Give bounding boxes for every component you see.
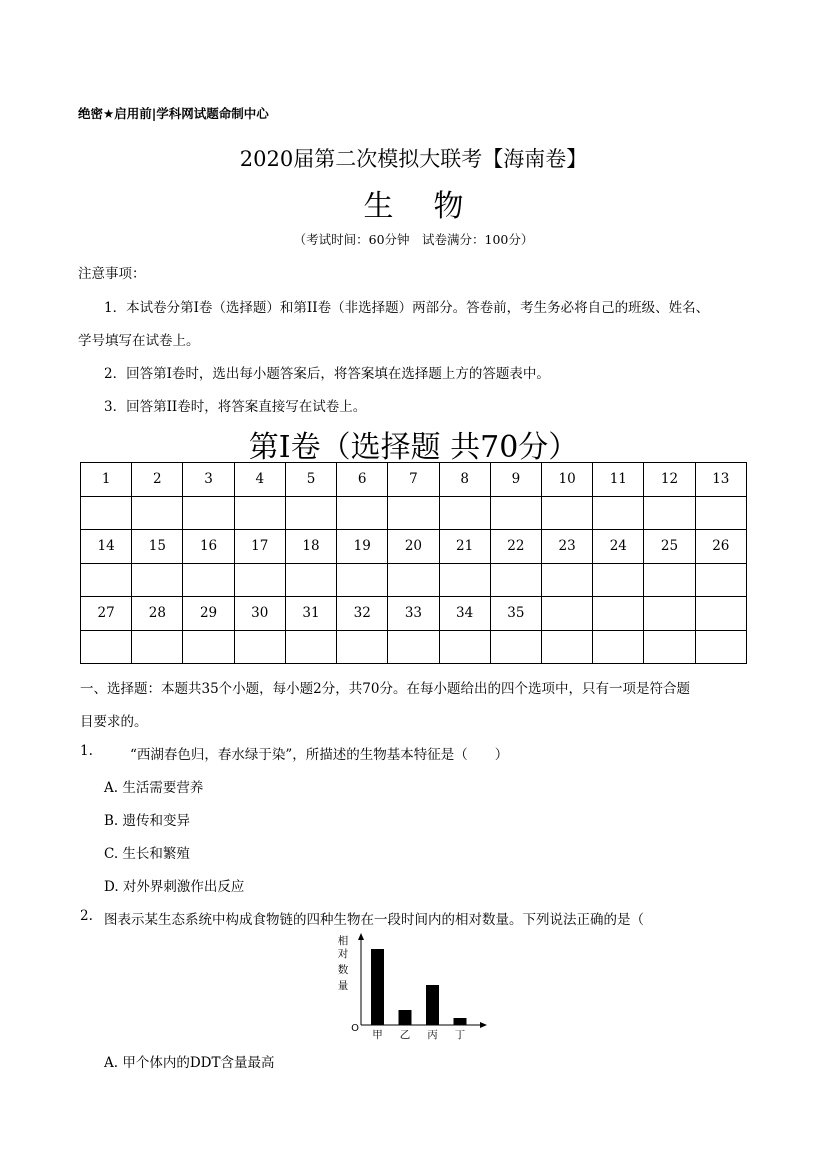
number-cell: 23 <box>541 530 592 564</box>
answer-cell[interactable] <box>490 630 541 664</box>
answer-cell[interactable] <box>81 563 132 597</box>
answer-cell[interactable] <box>490 496 541 530</box>
section-title: 第I卷（选择题 共70分） <box>248 430 579 465</box>
table-row <box>81 463 747 497</box>
option-c: C. 生长和繁殖 <box>104 846 190 862</box>
bar-3 <box>426 985 439 1025</box>
answer-cell[interactable] <box>541 563 592 597</box>
section-instruction: 一、选择题：本题共35个小题，每小题2分，共70分。在每小题给出的四个选项中，只有一项是符合题 <box>80 681 690 697</box>
answer-cell[interactable] <box>132 496 183 530</box>
table-row <box>81 597 747 631</box>
number-cell: 10 <box>541 463 592 497</box>
answer-cell[interactable] <box>132 563 183 597</box>
y-axis-label-char: 量 <box>337 980 349 992</box>
option-a: A. 生活需要营养 <box>104 780 204 796</box>
answer-cell[interactable] <box>593 496 644 530</box>
answer-cell[interactable] <box>644 496 695 530</box>
subject-title: 生物 <box>363 189 504 224</box>
number-cell: 20 <box>388 530 439 564</box>
number-cell <box>644 597 695 631</box>
number-cell: 15 <box>132 530 183 564</box>
table-row <box>81 530 747 564</box>
y-axis-label-char: 对 <box>337 948 349 960</box>
note-item: 2．回答第I卷时，选出每小题答案后，将答案填在选择题上方的答题表中。 <box>104 366 550 382</box>
y-axis-arrow <box>358 933 364 940</box>
number-cell <box>695 597 746 631</box>
answer-cell[interactable] <box>132 630 183 664</box>
number-cell: 31 <box>285 597 336 631</box>
answer-cell[interactable] <box>388 563 439 597</box>
number-cell: 33 <box>388 597 439 631</box>
number-cell <box>541 597 592 631</box>
exam-title: 2020届第二次模拟大联考【海南卷】 <box>239 147 588 171</box>
x-tick-label: 乙 <box>399 1029 411 1041</box>
note-item: 1．本试卷分第I卷（选择题）和第II卷（非选择题）两部分。答卷前，考生务必将自己的班级、姓名、 <box>104 300 710 316</box>
number-cell: 12 <box>644 463 695 497</box>
answer-cell[interactable] <box>234 563 285 597</box>
answer-cell[interactable] <box>285 563 336 597</box>
answer-cell[interactable] <box>81 496 132 530</box>
number-cell: 7 <box>388 463 439 497</box>
answer-row <box>81 630 747 664</box>
number-cell: 34 <box>439 597 490 631</box>
answer-cell[interactable] <box>695 630 746 664</box>
answer-cell[interactable] <box>439 496 490 530</box>
number-cell: 24 <box>593 530 644 564</box>
bar-2 <box>399 1010 412 1025</box>
number-cell: 4 <box>234 463 285 497</box>
notes-heading: 注意事项： <box>78 266 146 282</box>
number-cell: 35 <box>490 597 541 631</box>
number-cell <box>593 597 644 631</box>
answer-cell[interactable] <box>644 563 695 597</box>
question-number: 1. <box>80 743 93 759</box>
number-cell: 22 <box>490 530 541 564</box>
number-cell: 26 <box>695 530 746 564</box>
number-cell: 2 <box>132 463 183 497</box>
y-axis-label-char: 相 <box>337 935 349 947</box>
number-cell: 19 <box>337 530 388 564</box>
answer-row <box>81 563 747 597</box>
answer-table <box>80 462 747 664</box>
answer-cell[interactable] <box>183 496 234 530</box>
bar-1 <box>371 949 384 1025</box>
answer-row <box>81 496 747 530</box>
answer-cell[interactable] <box>388 630 439 664</box>
answer-cell[interactable] <box>541 630 592 664</box>
answer-cell[interactable] <box>337 563 388 597</box>
answer-cell[interactable] <box>644 630 695 664</box>
number-cell: 18 <box>285 530 336 564</box>
note-item: 3．回答第II卷时，将答案直接写在试卷上。 <box>104 399 367 415</box>
option-a: A. 甲个体内的DDT含量最高 <box>104 1055 275 1071</box>
number-cell: 32 <box>337 597 388 631</box>
answer-cell[interactable] <box>541 496 592 530</box>
number-cell: 29 <box>183 597 234 631</box>
number-cell: 21 <box>439 530 490 564</box>
bar-4 <box>454 1018 467 1025</box>
section-instruction: 目要求的。 <box>80 714 148 730</box>
number-cell: 30 <box>234 597 285 631</box>
answer-cell[interactable] <box>695 496 746 530</box>
population-bar-chart <box>335 933 495 1041</box>
option-b: B. 遗传和变异 <box>104 813 191 829</box>
answer-cell[interactable] <box>285 630 336 664</box>
x-tick-label: 甲 <box>372 1029 383 1041</box>
confidential-header: 绝密★启用前|学科网试题命制中心 <box>78 106 269 121</box>
y-axis-label-char: 数 <box>337 964 349 976</box>
answer-cell[interactable] <box>81 630 132 664</box>
number-cell: 5 <box>285 463 336 497</box>
number-cell: 1 <box>81 463 132 497</box>
number-cell: 16 <box>183 530 234 564</box>
answer-cell[interactable] <box>490 563 541 597</box>
answer-cell[interactable] <box>337 496 388 530</box>
answer-cell[interactable] <box>285 496 336 530</box>
answer-cell[interactable] <box>695 563 746 597</box>
number-cell: 9 <box>490 463 541 497</box>
answer-cell[interactable] <box>337 630 388 664</box>
number-cell: 27 <box>81 597 132 631</box>
question-number: 2. <box>80 908 93 924</box>
number-cell: 17 <box>234 530 285 564</box>
answer-cell[interactable] <box>234 630 285 664</box>
answer-cell[interactable] <box>593 630 644 664</box>
number-cell: 25 <box>644 530 695 564</box>
option-d: D. 对外界刺激作出反应 <box>104 879 245 895</box>
question-stem: “西湖春色归，春水绿于染”，所描述的生物基本特征是（ ） <box>130 747 509 763</box>
number-cell: 28 <box>132 597 183 631</box>
origin-label: O <box>351 1023 359 1034</box>
x-axis-arrow <box>480 1022 487 1028</box>
number-cell: 8 <box>439 463 490 497</box>
number-cell: 13 <box>695 463 746 497</box>
answer-cell[interactable] <box>388 496 439 530</box>
number-cell: 6 <box>337 463 388 497</box>
x-tick-label: 丙 <box>427 1029 438 1041</box>
number-cell: 3 <box>183 463 234 497</box>
answer-cell[interactable] <box>234 496 285 530</box>
answer-cell[interactable] <box>183 630 234 664</box>
x-tick-label: 丁 <box>454 1029 466 1041</box>
note-item: 学号填写在试卷上。 <box>78 333 200 349</box>
number-cell: 14 <box>81 530 132 564</box>
answer-cell[interactable] <box>439 630 490 664</box>
exam-info: （考试时间：60分钟 试卷满分：100分） <box>293 232 534 247</box>
answer-cell[interactable] <box>593 563 644 597</box>
number-cell: 11 <box>593 463 644 497</box>
answer-cell[interactable] <box>439 563 490 597</box>
question-stem: 图表示某生态系统中构成食物链的四种生物在一段时间内的相对数量。下列说法正确的是（ <box>104 912 644 928</box>
answer-cell[interactable] <box>183 563 234 597</box>
